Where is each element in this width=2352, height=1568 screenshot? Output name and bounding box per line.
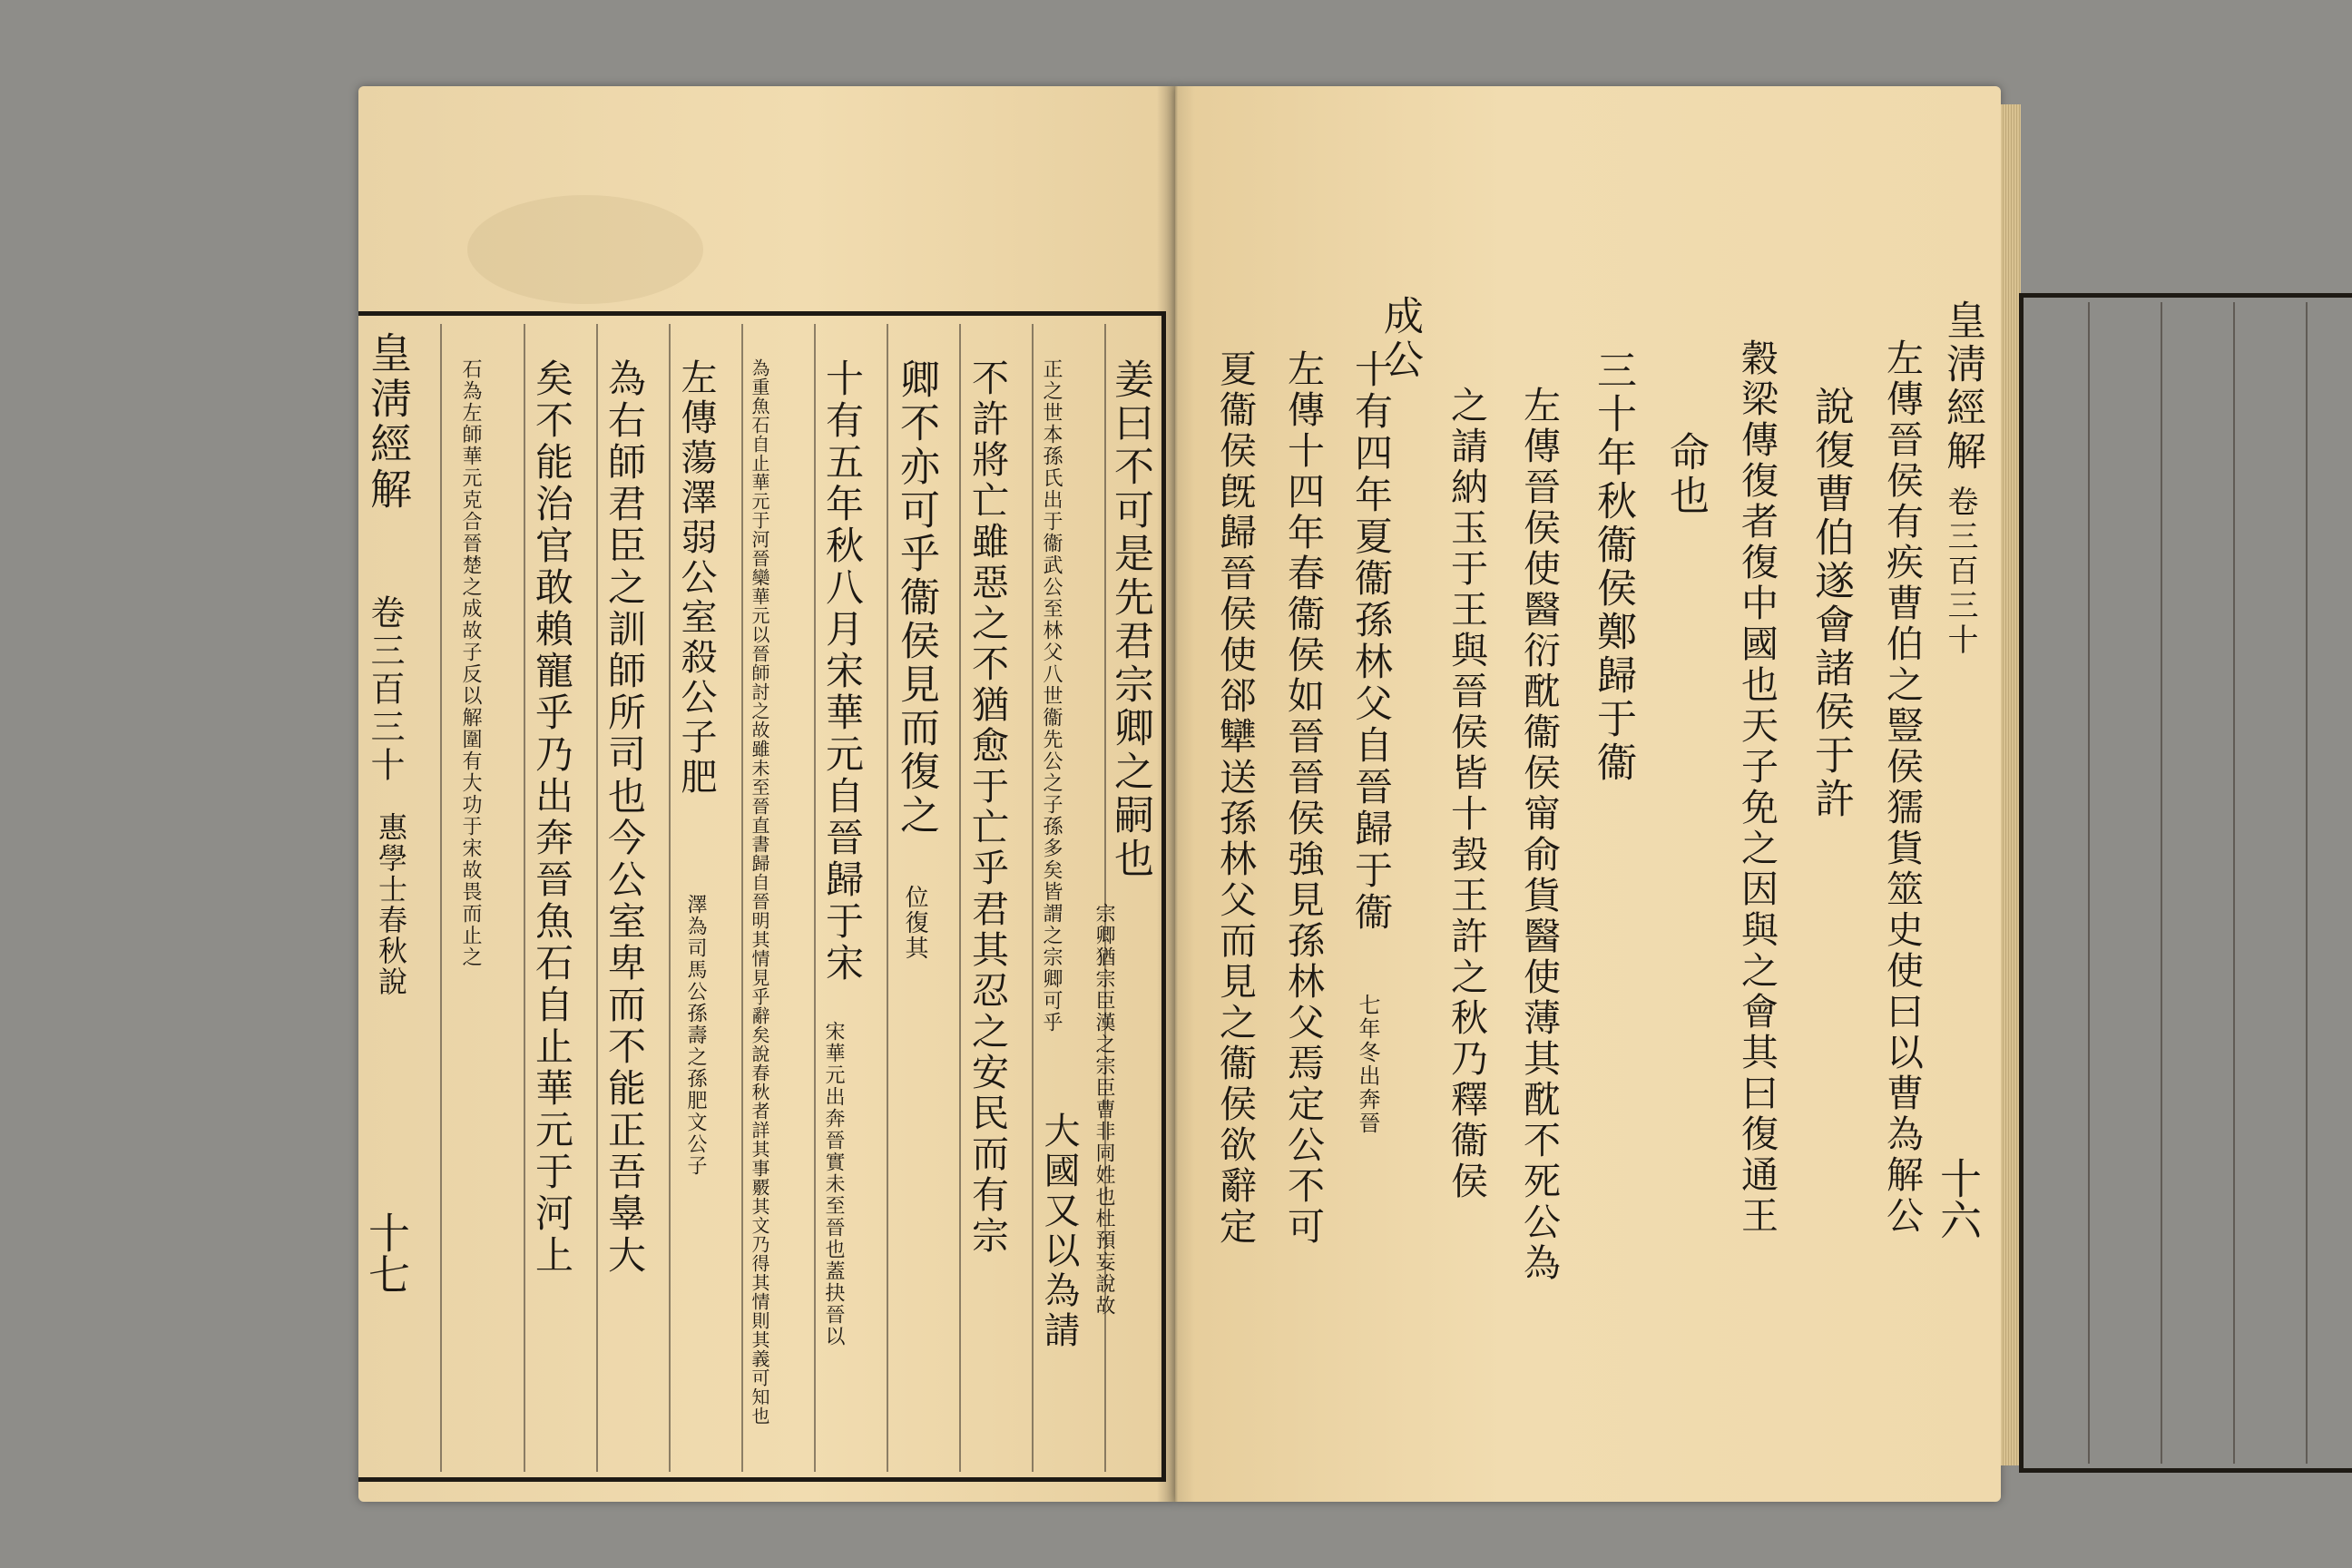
left-column-2-main: 大國又以為請: [1038, 1112, 1080, 1351]
book-gutter: [1157, 86, 1195, 1502]
right-column-9-note: 七年冬出奔晉: [1355, 994, 1380, 1135]
right-margin-title: 皇淸經解: [1939, 299, 1985, 474]
right-column-4-main: 命也: [1662, 431, 1709, 518]
left-column-7-main: 左傳蕩澤弱公室殺公子肥: [675, 358, 717, 798]
right-column-10-main: 左傳十四年春衞侯如晉晉侯強見孫林父焉定公不可: [1281, 349, 1325, 1248]
right-margin-chapter: 卷三百三十: [1942, 485, 1978, 658]
left-column-5-main: 十有五年秋八月宋華元自晉歸于宋: [820, 358, 865, 985]
left-column-4-note: 位復其: [901, 885, 928, 961]
margin-title: 皇淸經解: [364, 331, 413, 513]
margin-chapter: 卷三百三十: [365, 594, 405, 785]
left-column-4-main: 卿不亦可乎衞侯見而復之: [893, 358, 939, 838]
left-column-5-note: 宋華元出奔晉實未至晉也蓋抉晉以: [822, 1021, 845, 1348]
left-column-1-note: 宗卿猶宗臣漢之宗臣曹非同姓也杜預妄說故: [1093, 903, 1115, 1317]
left-column-3-main: 不許將亡雖惡之不猶愈于亡乎君其忍之安民而有宗: [965, 358, 1009, 1257]
left-column-7-note: 澤為司馬公孫壽之孫肥文公子: [684, 894, 707, 1177]
right-column-8-main: 成公: [1377, 295, 1423, 382]
right-column-1-main: 左傳晉侯有疾曹伯之豎侯獳貨筮史使曰以曹為解公: [1880, 338, 1924, 1237]
right-column-3-main: 穀梁傳復者復中國也天子免之因與之會其曰復通王: [1735, 338, 1779, 1237]
right-column-6-main: 左傳晉侯使醫衍酖衞侯甯俞貨醫使薄其酖不死公為: [1517, 386, 1561, 1284]
page-edges: [2001, 104, 2021, 1465]
left-column-8-main: 為右師君臣之訓師所司也今公室卑而不能正吾辠大: [603, 358, 647, 1277]
left-column-1-main: 姜曰不可是先君宗卿之嗣也: [1107, 358, 1153, 881]
right-column-2-main: 說復曹伯遂會諸侯于許: [1808, 386, 1854, 821]
page-number: 十七: [362, 1211, 411, 1295]
right-column-7-main: 之請納玉于王與晉侯皆十㲄王許之秋乃釋衞侯: [1445, 386, 1488, 1202]
left-column-2-note: 正之世本孫氏出于衞武公至林父八世衞先公之子孫多矣皆謂之宗卿可乎: [1040, 358, 1063, 1034]
left-page: [358, 86, 1175, 1502]
right-page-frame: [2019, 293, 2352, 1473]
right-column-5-main: 三十年秋衞侯鄭歸于衞: [1590, 349, 1636, 785]
left-column-9-main: 矣不能治官敢賴寵乎乃出奔晉魚石自止華元于河上: [530, 358, 574, 1277]
left-column-6-note: 為重魚石自止華元于河晉欒華元以晉師討之故雖未至晉直書歸自晉明其情見乎辭矣說春秋者詳其事覈其文乃得其情則其義可知也: [749, 358, 770, 1426]
right-column-11-main: 夏衞侯旣歸晉侯使郤犫送孫林父而見之衞侯欲辭定: [1213, 349, 1257, 1248]
left-column-10-note: 石為左師華元克合晉楚之成故子反以解圍有大功于宋故畏而止之: [459, 358, 482, 968]
open-book: [358, 86, 2001, 1502]
right-page-number: 十六: [1934, 1157, 1983, 1240]
margin-author: 惠學士春秋說: [374, 812, 408, 997]
right-column-9-main: 十有四年夏衞孫林父自晉歸于衞: [1349, 349, 1394, 934]
